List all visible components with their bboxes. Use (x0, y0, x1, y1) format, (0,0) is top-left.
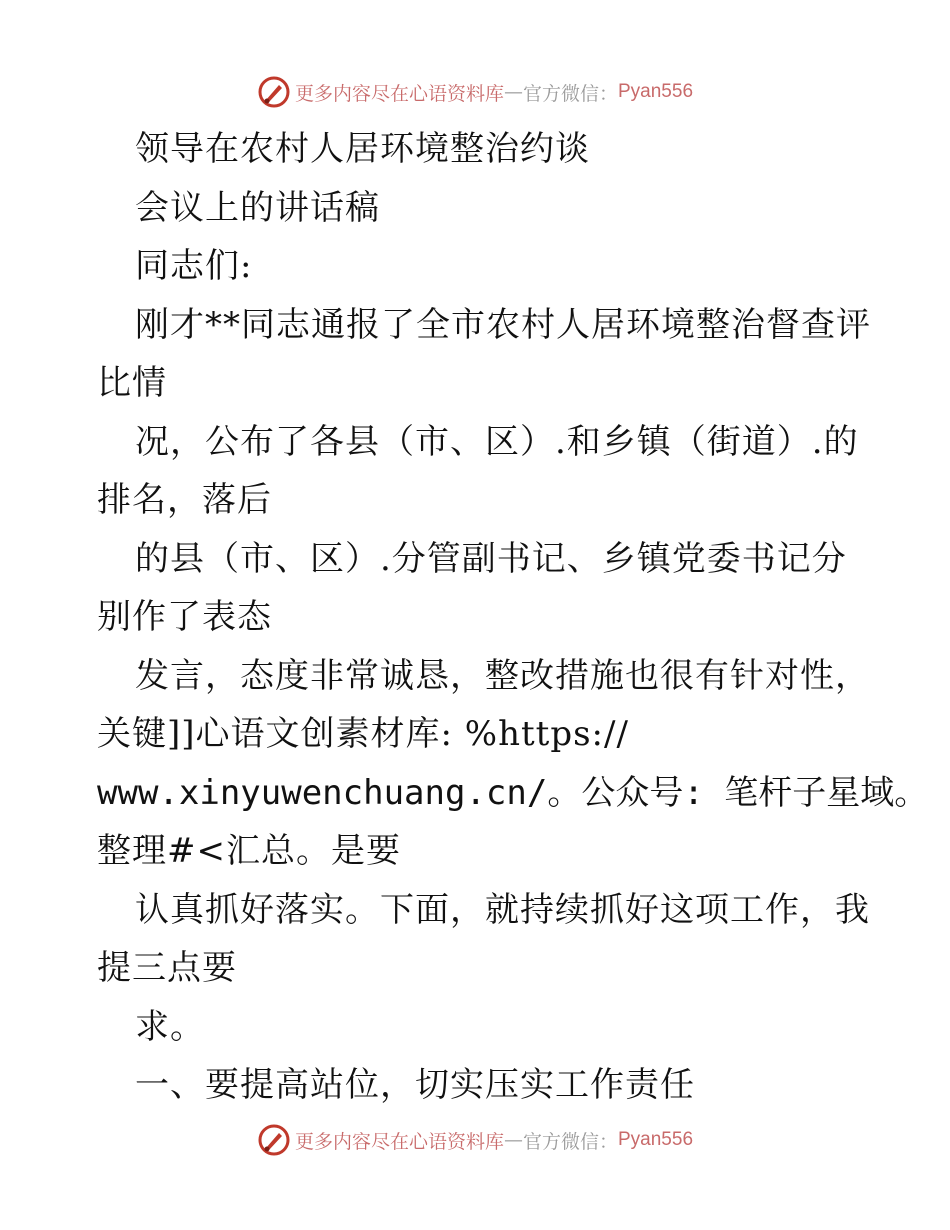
paragraph-line: 别作了表态 (97, 597, 272, 637)
banner-wechat-id: Pyan556 (618, 1129, 694, 1150)
paragraph-line: 况，公布了各县（市、区）.和乡镇（街道）.的 (135, 421, 859, 462)
title-line-1: 领导在农村人居环境整治约谈 (135, 129, 590, 169)
paragraph-line: 比情 (97, 363, 167, 403)
header-banner (0, 72, 950, 112)
document-body (97, 120, 929, 1115)
paragraph-line-url: www.xinyuwenchuang.cn/。公众号: 笔杆子星域。 (97, 772, 929, 813)
paragraph-line: 整理#<汇总。是要 (97, 831, 401, 871)
section-heading: 一、要提高站位，切实压实工作责任 (135, 1065, 695, 1105)
paragraph-line: 发言，态度非常诚恳，整改措施也很有针对性， (135, 655, 870, 696)
pen-logo-icon (257, 1123, 291, 1157)
paragraph-line: 认真抓好落实。下面，就持续抓好这项工作，我 (135, 889, 870, 930)
banner-wechat-id: Pyan556 (618, 81, 694, 102)
banner-wechat-label: 官方微信： (522, 1130, 618, 1153)
footer-banner (0, 1120, 950, 1160)
paragraph-line: 提三点要 (97, 948, 237, 988)
banner-wechat-label: 官方微信： (522, 82, 618, 105)
paragraph-line: 关键]]心语文创素材库: %https:// (97, 714, 629, 754)
salutation: 同志们: (135, 246, 253, 286)
pen-logo-icon (257, 75, 291, 109)
title-line-2: 会议上的讲话稿 (135, 187, 380, 228)
banner-separator: — (503, 1129, 523, 1151)
paragraph-line: 求。 (135, 1006, 205, 1047)
banner-separator: — (503, 81, 523, 103)
banner-text: 更多内容尽在心语资料库 (294, 82, 504, 105)
paragraph-line: 刚才**同志通报了全市农村人居环境整治督查评 (135, 304, 871, 345)
paragraph-line: 的县（市、区）.分管副书记、乡镇党委书记分 (135, 538, 847, 579)
banner-text: 更多内容尽在心语资料库 (294, 1130, 504, 1153)
paragraph-line: 排名，落后 (97, 480, 272, 520)
